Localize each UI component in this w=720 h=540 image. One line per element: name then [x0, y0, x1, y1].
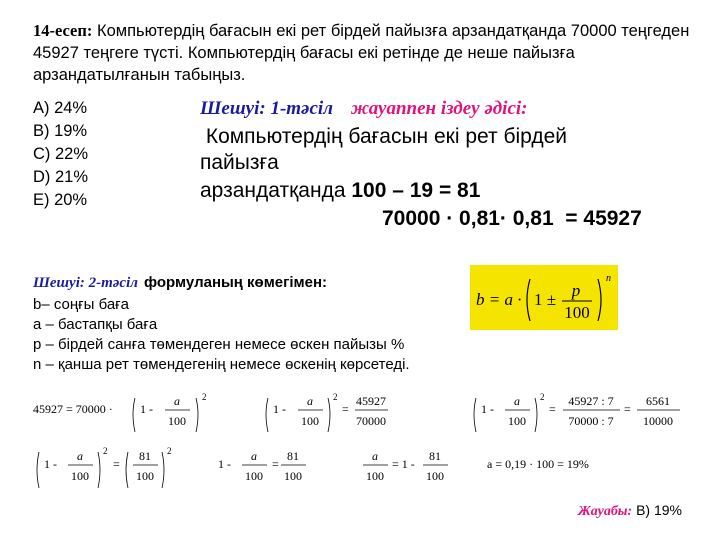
eq3-rhs-num: 6561 [646, 394, 670, 408]
option-c: С) 22% [33, 145, 89, 163]
solution1-label: Шешуі: 1-тәсіл [200, 98, 333, 119]
eq5-equals: = [272, 457, 279, 471]
formula-exponent: n [606, 273, 611, 284]
solution2-title [33, 274, 327, 292]
answer [578, 502, 682, 520]
eq3-den: 100 [508, 414, 526, 428]
eq4-den: 100 [71, 469, 89, 483]
formula-denominator: 100 [564, 303, 590, 322]
eq7-result: a = 0,19 · 100 = 19% [487, 457, 589, 471]
eq4-equals: = [113, 457, 120, 471]
solution1-line1: Компьютердің бағасын екі рет бірдей [200, 125, 568, 148]
eq2-rhs-num: 45927 [356, 394, 386, 408]
eq5-den: 100 [245, 469, 263, 483]
eq4-right-paren [98, 452, 100, 488]
eq2-exp: 2 [333, 392, 338, 402]
eq2-left-paren [266, 398, 268, 432]
eq5-one-minus: 1 - [218, 457, 231, 471]
formula-left-paren [527, 279, 530, 321]
eq5-rhs-num: 81 [287, 449, 299, 463]
solution1-method: жауаппен іздеу әдісі: [350, 98, 528, 119]
eq6-equals-one-minus: = 1 - [392, 457, 415, 471]
definition-b: b– соңғы баға [33, 296, 129, 313]
eq2-one-minus: 1 - [273, 402, 286, 416]
solution2-method: формуланың көмегімен: [143, 274, 328, 291]
problem-text: Компьютердің бағасын екі рет бірдей пайызға арзандатқанда 70000 теңгеден 45927 теңгеге түсті. Компьютердің бағасы екі ретінде де неше пайызға арзандатылғанын табыңыз. [33, 22, 690, 84]
eq5-num: a [251, 449, 257, 463]
eq1-den: 100 [168, 414, 186, 428]
formula-svg [470, 265, 618, 330]
solution1-title [200, 98, 528, 120]
eq2-right-paren [328, 398, 330, 432]
eq1-exp: 2 [202, 392, 207, 402]
eq6-den: 100 [366, 469, 384, 483]
eq3-mid-num: 45927 : 7 [568, 394, 614, 408]
eq2-equals: = [342, 402, 349, 416]
eq3-one-minus: 1 - [481, 402, 494, 416]
eq2-num: a [307, 394, 313, 408]
eq3-equals1: = [549, 402, 556, 416]
eq3-rhs-den: 10000 [643, 414, 673, 428]
eq1-lhs: 45927 = 70000 · [33, 402, 113, 416]
eq4-left-paren [37, 452, 39, 488]
eq1-num: a [174, 394, 180, 408]
eq6-num: a [372, 449, 378, 463]
option-e: Е) 20% [33, 191, 88, 209]
eq6-rhs-num: 81 [429, 449, 441, 463]
eq3-num: a [514, 394, 520, 408]
option-d: D) 21% [33, 168, 89, 186]
solution2-label: Шешуі: 2-тәсіл [33, 275, 138, 291]
problem-label: 14-есеп: [33, 21, 93, 40]
eq3-mid-den: 70000 : 7 [568, 414, 614, 428]
eq4-num: a [77, 449, 83, 463]
formula-right-paren [598, 279, 601, 321]
option-b: В) 19% [33, 122, 88, 140]
eq4-rhs-num: 81 [139, 449, 151, 463]
solution1-line3 [200, 178, 480, 204]
definition-a: а – бастапқы баға [33, 316, 158, 333]
equations-area [0, 390, 720, 500]
option-a: А) 24% [33, 99, 88, 117]
eq3-right-paren [535, 398, 537, 432]
eq4-rhs-den: 100 [136, 469, 154, 483]
definition-p: р – бірдей санға төмендеген немесе өскен пайызы % [33, 336, 405, 353]
formula-lhs: b = a · [476, 290, 522, 309]
formula-one-pm: 1 ± [534, 290, 557, 309]
solution1-line3-prefix: арзандатқанда [200, 179, 352, 202]
eq3-exp: 2 [540, 392, 545, 402]
formula-box [470, 265, 618, 330]
solution1-line2: пайызға [200, 151, 279, 174]
eq5-rhs-den: 100 [284, 469, 302, 483]
eq4-rhs-exp: 2 [167, 446, 172, 456]
eq2-den: 100 [301, 414, 319, 428]
formula-numerator: p [571, 281, 581, 300]
eq4-exp: 2 [103, 446, 108, 456]
answer-value: В) 19% [632, 502, 682, 518]
eq6-rhs-den: 100 [426, 469, 444, 483]
eq2-rhs-den: 70000 [356, 414, 386, 428]
eq3-equals2: = [624, 402, 631, 416]
problem-statement [33, 20, 703, 86]
solution1-line4: 70000 · 0,81· 0,81 = 45927 [382, 207, 642, 230]
eq4-rhs-left-paren [126, 452, 128, 488]
solution1-line3-calc: 100 – 19 = 81 [351, 179, 481, 202]
eq1-one-minus: 1 - [140, 402, 153, 416]
eq4-rhs-right-paren [162, 452, 164, 488]
eq1-right-paren [196, 398, 198, 432]
definition-n: n – қанша рет төмендегенің немесе өскенің көрсетеді. [33, 356, 410, 373]
eq3-left-paren [474, 398, 476, 432]
eq4-one-minus: 1 - [44, 457, 57, 471]
answer-label: Жауабы: [577, 504, 633, 519]
eq1-left-paren [133, 398, 135, 432]
